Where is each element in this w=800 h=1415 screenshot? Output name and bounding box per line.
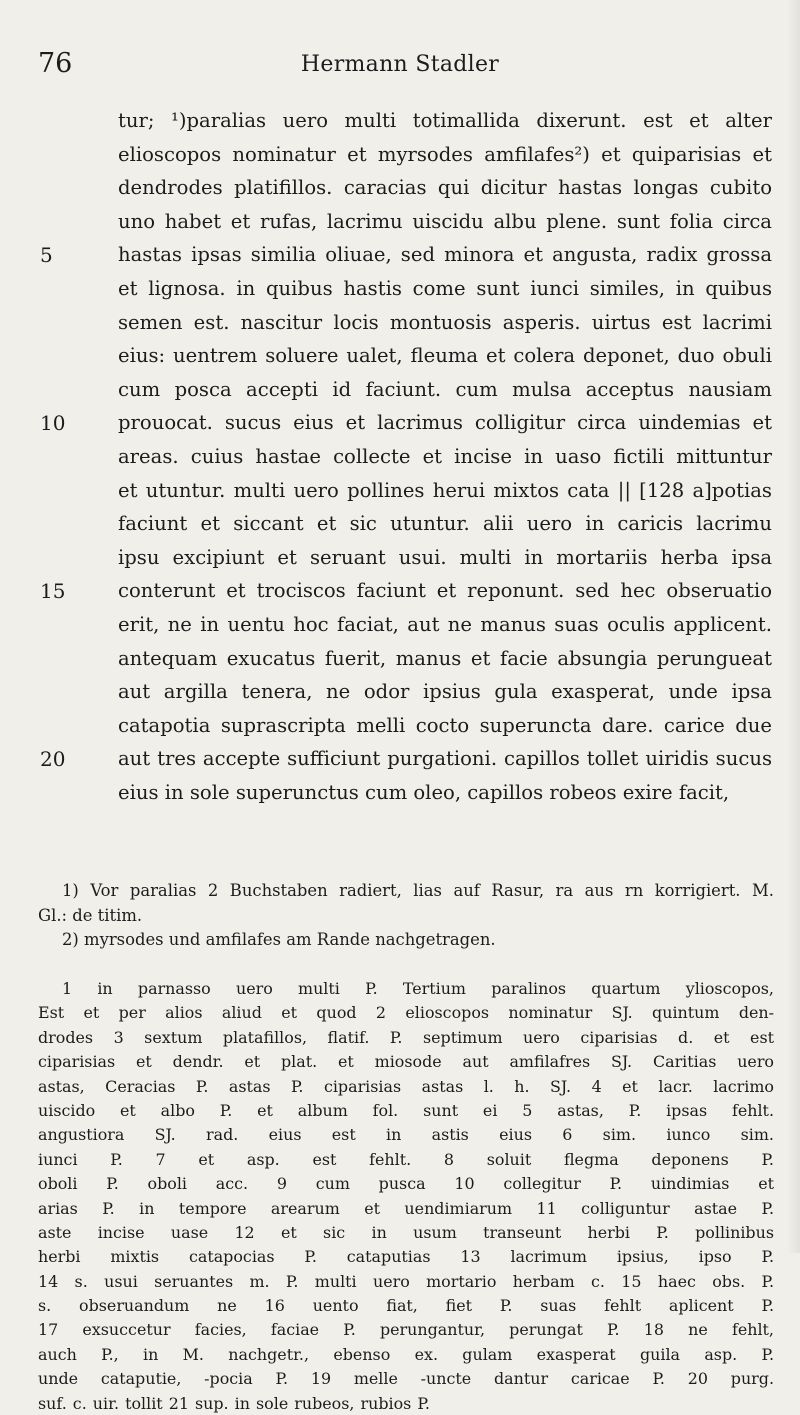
apparatus-line: 14 s. usui seruantes m. P. multi uero mortario herbam c. 15 haec obs. P. [38, 1271, 774, 1291]
text-line [0, 506, 800, 540]
line-text: aut tres accepte sufficiunt purgationi. capillos tollet uiridis sucus [118, 747, 772, 771]
apparatus-line: iunci P. 7 et asp. est fehlt. 8 soluit flegma deponens P. [38, 1149, 774, 1169]
line-text: catapotia suprascripta melli cocto superuncta dare. carice due [118, 713, 772, 737]
apparatus-line: ciparisias et dendr. et plat. et miosode aut amfilafres SJ. Caritias uero [38, 1052, 774, 1072]
apparatus-line: suf. c. uir. tollit 21 sup. in sole rubeos, rubios P. [38, 1393, 430, 1413]
footnote-line: 1) Vor paralias 2 Buchstaben radiert, lias auf Rasur, ra aus rn korrigiert. M. [62, 881, 774, 900]
apparatus-line: uiscido et albo P. et album fol. sunt ei 5 astas, P. ipsas fehlt. [38, 1100, 774, 1120]
line-text: eius in sole superunctus cum oleo, capillos robeos exire facit, [118, 780, 730, 804]
line-text: eius: uentrem soluere ualet, fleuma et colera deponet, duo obuli [118, 344, 772, 368]
apparatus-line: oboli P. oboli acc. 9 cum pusca 10 collegitur P. uindimias et [38, 1174, 774, 1194]
text-line [0, 405, 800, 439]
apparatus-line: herbi mixtis catapocias P. cataputias 13 lacrimum ipsius, ipso P. [38, 1247, 774, 1267]
text-line [0, 103, 800, 137]
line-text: semen est. nascitur locis montuosis asperis. uirtus est lacrimi [118, 310, 772, 334]
apparatus-line: 17 exsuccetur facies, faciae P. perungantur, perungat P. 18 ne fehlt, [38, 1320, 774, 1340]
line-text: et utuntur. multi uero pollines herui mixtos cata || [128 a]potias [118, 478, 772, 502]
line-number: 20 [40, 747, 66, 772]
line-text: areas. cuius hastae collecte et incise in uaso fictili mittuntur [118, 444, 772, 468]
apparatus-line: auch P., in M. nachgetr., ebenso ex. gulam exasperat guila asp. P. [38, 1344, 774, 1364]
line-text: conterunt et trociscos faciunt et reponunt. sed hec obseruatio [118, 579, 772, 603]
text-line [0, 271, 800, 305]
footnote-line: Gl.: de titim. [38, 905, 143, 925]
line-text: erit, ne in uentu hoc faciat, aut ne manus suas oculis applicent. [118, 612, 772, 636]
text-line [0, 338, 800, 372]
text-line [0, 305, 800, 339]
text-line [0, 607, 800, 641]
line-text: prouocat. sucus eius et lacrimus colligitur circa uindemias et [118, 411, 772, 435]
line-number: 15 [40, 579, 66, 604]
apparatus-line: aste incise uase 12 et sic in usum transeunt herbi P. pollinibus [38, 1222, 774, 1242]
apparatus-line: unde cataputie, -pocia P. 19 melle -uncte dantur caricae P. 20 purg. [38, 1369, 774, 1389]
main-text [0, 103, 800, 808]
line-number: 5 [40, 243, 53, 268]
line-text: elioscopos nominatur et myrsodes amfilafes²) et quiparisias et [118, 142, 772, 166]
line-text: uno habet et rufas, lacrimu uiscidu albu plene. sunt folia circa [118, 209, 772, 233]
footnote-line: 2) myrsodes und amfilafes am Rande nachgetragen. [62, 930, 496, 949]
apparatus-line: s. obseruandum ne 16 uento fiat, fiet P. suas fehlt aplicent P. [38, 1296, 774, 1316]
critical-apparatus [0, 976, 800, 1415]
line-text: hastas ipsas similia oliuae, sed minora et angusta, radix grossa [118, 243, 772, 267]
line-text: et lignosa. in quibus hastis come sunt iunci similes, in quibus [118, 276, 772, 300]
apparatus-line: astas, Ceracias P. astas P. ciparisias astas l. h. SJ. 4 et lacr. lacrimo [38, 1076, 774, 1096]
text-line [0, 674, 800, 708]
text-line [0, 137, 800, 171]
line-text: ipsu excipiunt et seruant usui. multi in mortariis herba ipsa [118, 545, 772, 569]
text-line [0, 708, 800, 742]
text-line [0, 573, 800, 607]
text-line [0, 473, 800, 507]
apparatus-line: Est et per alios aliud et quod 2 elioscopos nominatur SJ. quintum den- [38, 1003, 774, 1023]
apparatus-line: 1 in parnasso uero multi P. Tertium paralinos quartum ylioscopos, [62, 979, 774, 998]
line-text: dendrodes platifillos. caracias qui dicitur hastas longas cubito [118, 176, 772, 200]
text-line [0, 170, 800, 204]
line-text: aut argilla tenera, ne odor ipsius gula exasperat, unde ipsa [118, 680, 772, 704]
line-text: cum posca accepti id faciunt. cum mulsa acceptus nausiam [118, 377, 772, 401]
text-line [0, 641, 800, 675]
page-edge-shadow [786, 0, 800, 1253]
text-line [0, 439, 800, 473]
line-text: faciunt et siccant et sic utuntur. alii uero in caricis lacrimu [118, 512, 772, 536]
text-line [0, 741, 800, 775]
line-text: antequam exucatus fuerit, manus et facie absungia perungueat [118, 646, 772, 670]
page-number: 76 [38, 48, 73, 79]
text-line [0, 775, 800, 809]
page-header [0, 48, 800, 88]
text-line [0, 204, 800, 238]
running-title: Hermann Stadler [300, 52, 500, 77]
line-number: 10 [40, 411, 66, 436]
text-line [0, 372, 800, 406]
apparatus-line: arias P. in tempore arearum et uendimiarum 11 colliguntur astae P. [38, 1198, 774, 1218]
text-line [0, 237, 800, 271]
footnotes [0, 878, 800, 952]
text-line [0, 540, 800, 574]
apparatus-line: drodes 3 sextum platafillos, flatif. P. septimum uero ciparisias d. et est [38, 1027, 774, 1047]
line-text: tur; ¹)paralias uero multi totimallida dixerunt. est et alter [118, 109, 772, 132]
apparatus-line: angustiora SJ. rad. eius est in astis eius 6 sim. iunco sim. [38, 1125, 774, 1145]
